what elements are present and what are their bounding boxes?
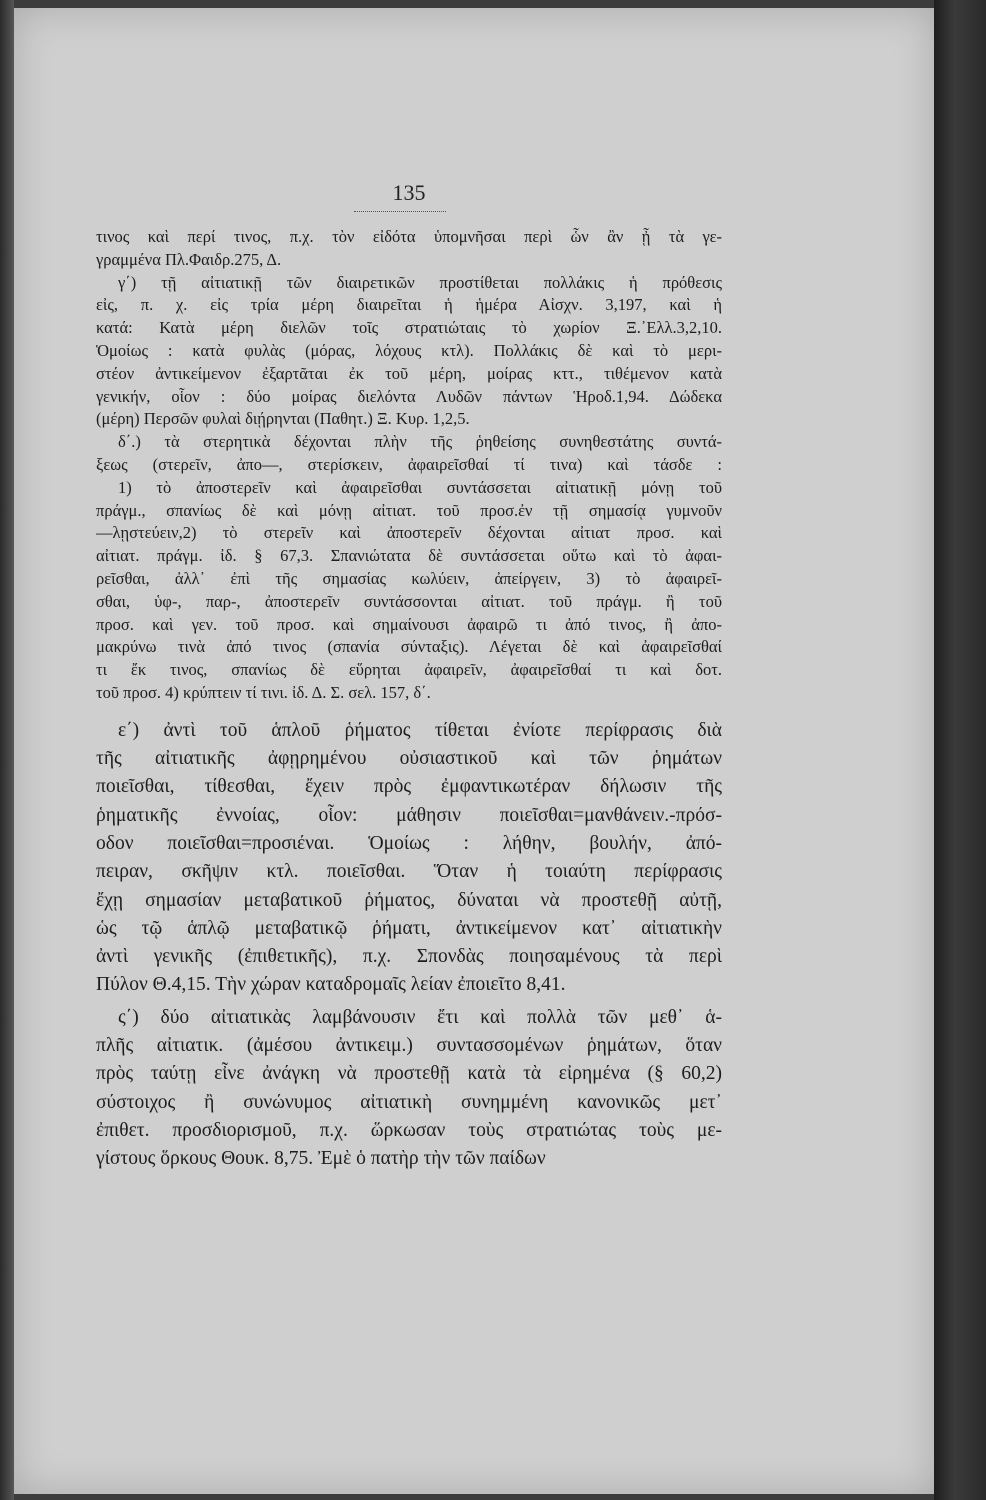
- text-line: ρεῖσθαι, ἀλλ᾽ ἐπὶ τῆς σημασίας κωλύειν, ἀπείργειν, 3) τὸ ἀφαιρεῖ-: [96, 568, 722, 588]
- text-line: τι ἔκ τινος, σπανίως δὲ εὕρηται ἀφαιρεῖν, ἀφαιρεῖσθαί τι καὶ δοτ.: [96, 660, 722, 680]
- text-line: 1) τὸ ἀποστερεῖν καὶ ἀφαιρεῖσθαι συντάσσεται αἰτιατικῇ μόνῃ τοῦ: [118, 477, 722, 497]
- text-line: τῆς αἰτιατικῆς ἀφῃρημένου οὐσιαστικοῦ καὶ τῶν ῥημάτων: [96, 748, 722, 770]
- scan-left-edge: [0, 0, 14, 1500]
- text-line: δ΄.) τὰ στερητικὰ δέχονται πλὴν τῆς ῥηθείσης συνηθεστάτης συντά-: [118, 432, 722, 452]
- text-line: προσ. καὶ γεν. τοῦ προσ. καὶ σημαίνουσι ἀφαιρῶ τι ἀπό τινος, ἢ ἀπο-: [96, 614, 722, 634]
- paragraph-block-gamma-delta: [96, 226, 722, 705]
- scan-right-edge: [934, 0, 986, 1500]
- text-line: οδον ποιεῖσθαι=προσιέναι. Ὁμοίως : λήθην, βουλήν, ἀπό-: [96, 832, 722, 854]
- text-line: στέον ἀντικείμενον ἐξαρτᾶται ἐκ τοῦ μέρη, μοίρας κττ., τιθέμενον κατὰ: [96, 363, 722, 383]
- text-line: ξεως (στερεῖν, ἀπο—, στερίσκειν, ἀφαιρεῖσθαί τί τινα) καὶ τάσδε :: [96, 454, 722, 474]
- text-line: ποιεῖσθαι, τίθεσθαι, ἔχειν πρὸς ἐμφαντικωτέραν δήλωσιν τῆς: [96, 776, 722, 798]
- book-page: [14, 8, 934, 1494]
- text-line: Πύλον Θ.4,15. Τὴν χώραν καταδρομαῖς λείαν ἐποιεῖτο 8,41.: [96, 974, 566, 996]
- paragraph-block-epsilon: [96, 717, 722, 1000]
- page-number: 135: [392, 180, 426, 205]
- text-line: γίστους ὅρκους Θουκ. 8,75. Ἐμὲ ὁ πατὴρ τὴν τῶν παίδων: [96, 1148, 546, 1170]
- text-line: τοῦ προσ. 4) κρύπτειν τί τινι. ἰδ. Δ. Σ. σελ. 157, δ΄.: [96, 682, 431, 702]
- text-line: σύστοιχος ἢ συνώνυμος αἰτιατικὴ συνημμένη κανονικῶς μετ᾽: [96, 1091, 722, 1113]
- paragraph-block-stigma: [96, 1004, 722, 1174]
- text-line: πρὸς ταύτῃ εἶνε ἀνάγκη νὰ προστεθῇ κατὰ τὰ εἰρημένα (§ 60,2): [96, 1063, 722, 1085]
- text-line: πλῆς αἰτιατικ. (ἀμέσου ἀντικειμ.) συντασσομένων ῥημάτων, ὅταν: [96, 1035, 722, 1056]
- text-line: (μέρη) Περσῶν φυλαὶ διῄρηνται (Παθητ.) Ξ. Κυρ. 1,2,5.: [96, 409, 470, 429]
- page-number-rule: [354, 211, 446, 212]
- text-line: εἰς, π. χ. εἰς τρία μέρη διαιρεῖται ἡ ἡμέρα Αἰσχν. 3,197, καὶ ἡ: [96, 295, 722, 315]
- text-line: πειραν, σκῆψιν κτλ. ποιεῖσθαι. Ὅταν ἡ τοιαύτη περίφρασις: [96, 861, 722, 883]
- text-line: ς΄) δύο αἰτιατικὰς λαμβάνουσιν ἔτι καὶ πολλὰ τῶν μεθ᾽ ἁ-: [118, 1006, 722, 1028]
- text-line: αἰτιατ. πράγμ. ἰδ. § 67,3. Σπανιώτατα δὲ συντάσσεται οὕτω καὶ τὸ ἀφαι-: [96, 546, 722, 566]
- text-line: τινος καὶ περί τινος, π.χ. τὸν εἰδότα ὑπομνῆσαι περὶ ὧν ἂν ᾖ τὰ γε-: [96, 227, 722, 246]
- text-line: ἔχῃ σημασίαν μεταβατικοῦ ῥήματος, δύναται νὰ προστεθῇ αὐτῇ,: [96, 889, 722, 911]
- text-line: Ὁμοίως : κατὰ φυλὰς (μόρας, λόχους κτλ). Πολλάκις δὲ καὶ τὸ μερι-: [96, 340, 722, 360]
- text-line: σθαι, ὑφ-, παρ-, ἀποστερεῖν συντάσσονται αἰτιατ. τοῦ πράγμ. ἢ τοῦ: [96, 591, 722, 611]
- paragraph-gap: [96, 705, 722, 717]
- text-line: πράγμ., σπανίως δὲ καὶ μόνῃ αἰτιατ. τοῦ προσ.ἐν τῇ σημασίᾳ γυμνοῦν: [96, 500, 722, 520]
- text-line: γραμμένα Πλ.Φαιδρ.275, Δ.: [96, 249, 282, 269]
- text-line: γ΄) τῇ αἰτιατικῇ τῶν διαιρετικῶν προστίθεται πολλάκις ἡ πρόθεσις: [118, 272, 722, 292]
- text-line: μακρύνω τινὰ ἀπό τινος (σπανία σύνταξις). Λέγεται δὲ καὶ ἀφαιρεῖσθαί: [96, 637, 722, 657]
- text-line: —λῃστεύειν,2) τὸ στερεῖν καὶ ἀποστερεῖν δέχονται αἰτιατ προσ. καὶ: [96, 523, 722, 543]
- text-line: ε΄) ἀντὶ τοῦ ἁπλοῦ ῥήματος τίθεται ἐνίοτε περίφρασις διὰ: [118, 719, 722, 741]
- text-line: κατά: Κατὰ μέρη διελῶν τοῖς στρατιώταις τὸ χωρίον Ξ.᾽Ελλ.3,2,10.: [96, 318, 722, 338]
- text-line: γενικήν, οἷον : δύο μοίρας διελόντα Λυδῶν πάντων Ἡροδ.1,94. Δώδεκα: [96, 386, 722, 406]
- text-line: ῥηματικῆς ἐννοίας, οἷον: μάθησιν ποιεῖσθαι=μανθάνειν.-πρόσ-: [96, 804, 722, 826]
- text-line: ἀντὶ γενικῆς (ἐπιθετικῆς), π.χ. Σπονδὰς ποιησαμένους τὰ περὶ: [96, 946, 722, 968]
- page-text: [96, 226, 722, 1173]
- text-line: ὡς τῷ ἁπλῷ μεταβατικῷ ῥήματι, ἀντικείμενον κατ᾽ αἰτιατικὴν: [96, 917, 722, 939]
- text-line: ἐπιθετ. προσδιορισμοῦ, π.χ. ὥρκωσαν τοὺς στρατιώτας τοὺς με-: [96, 1119, 722, 1141]
